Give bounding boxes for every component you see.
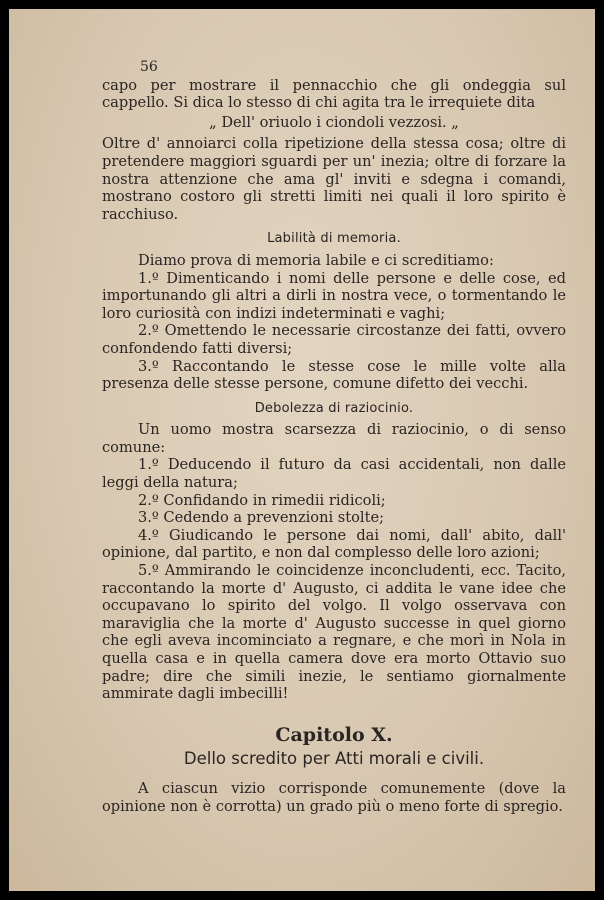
opening-paragraph: capo per mostrare il pennacchio che gli ondeggia sul cappello. Si dica lo stesso di chi agita tra le irrequiete dita [102, 76, 566, 112]
list-item: 2.º Confidando in rimedii ridicoli; [138, 491, 386, 509]
list-item: 5.º Ammirando le coincidenze inconcludenti, ecc. Tacito, raccontando la morte d' Augusto, ci addita le vane idee che occupavano lo spirito del volgo. Il volgo osservava con maraviglia che la morte d' Augusto successe in quel giorno che egli aveva incominciato a regnare, e che morì in Nola in quella casa e in quella camera dove era morto Ottavio suo padre; dire che simili inezie, le sentiamo giornalmente ammirate dagli imbecilli! [102, 562, 566, 703]
list-item: 4.º Giudicando le persone dai nomi, dall' abito, dall' opinione, dal partito, e non dal complesso delle loro azioni; [102, 526, 566, 562]
page-number: 56 [140, 59, 158, 75]
list-item: 2.º Omettendo le necessarie circostanze dei fatti, ovvero confondendo fatti diversi; [102, 322, 566, 357]
chapter-title: Capitolo X. [275, 723, 393, 746]
list-item: 1.º Deducendo il futuro da casi accidentali, non dalle leggi della natura; [102, 456, 566, 492]
list-item: 3.º Raccontando le stesse cose le mille volte alla presenza delle stesse persone, comune difetto dei vecchi. [102, 357, 566, 393]
section-heading: Debolezza di raziocinio. [254, 400, 414, 416]
book-page [9, 9, 595, 891]
page-content [102, 59, 566, 815]
list-item: 1.º Dimenticando i nomi delle persone e delle cose, ed importunando gli altri a dirli in nostra vece, o tormentando le loro curiosità con indizi indeterminati e vaghi; [102, 269, 566, 322]
verse-quote: „ Dell' oriuolo i ciondoli vezzosi. „ [209, 113, 459, 131]
list-item: 3.º Cedendo a prevenzioni stolte; [138, 509, 385, 527]
chapter-paragraph: A ciascun vizio corrisponde comunemente (dove la opinione non è corrotta) un grado più o meno forte di spregio. [102, 779, 566, 815]
section-heading: Labilità di memoria. [267, 231, 401, 247]
section-intro: Un uomo mostra scarsezza di raziocinio, o di senso comune: [102, 421, 566, 456]
section-intro: Diamo prova di memoria labile e ci screditiamo: [138, 251, 494, 269]
paragraph: Oltre d' annoiarci colla ripetizione della stessa cosa; oltre di pretendere maggiori sguardi per un' inezia; oltre di forzare la nostra attenzione che ama gl' inviti e sdegna i comandi, mostrano costoro gli stretti limiti nei quali il loro spirito è racchiuso. [102, 135, 566, 223]
chapter-subtitle: Dello scredito per Atti morali e civili. [183, 749, 485, 769]
